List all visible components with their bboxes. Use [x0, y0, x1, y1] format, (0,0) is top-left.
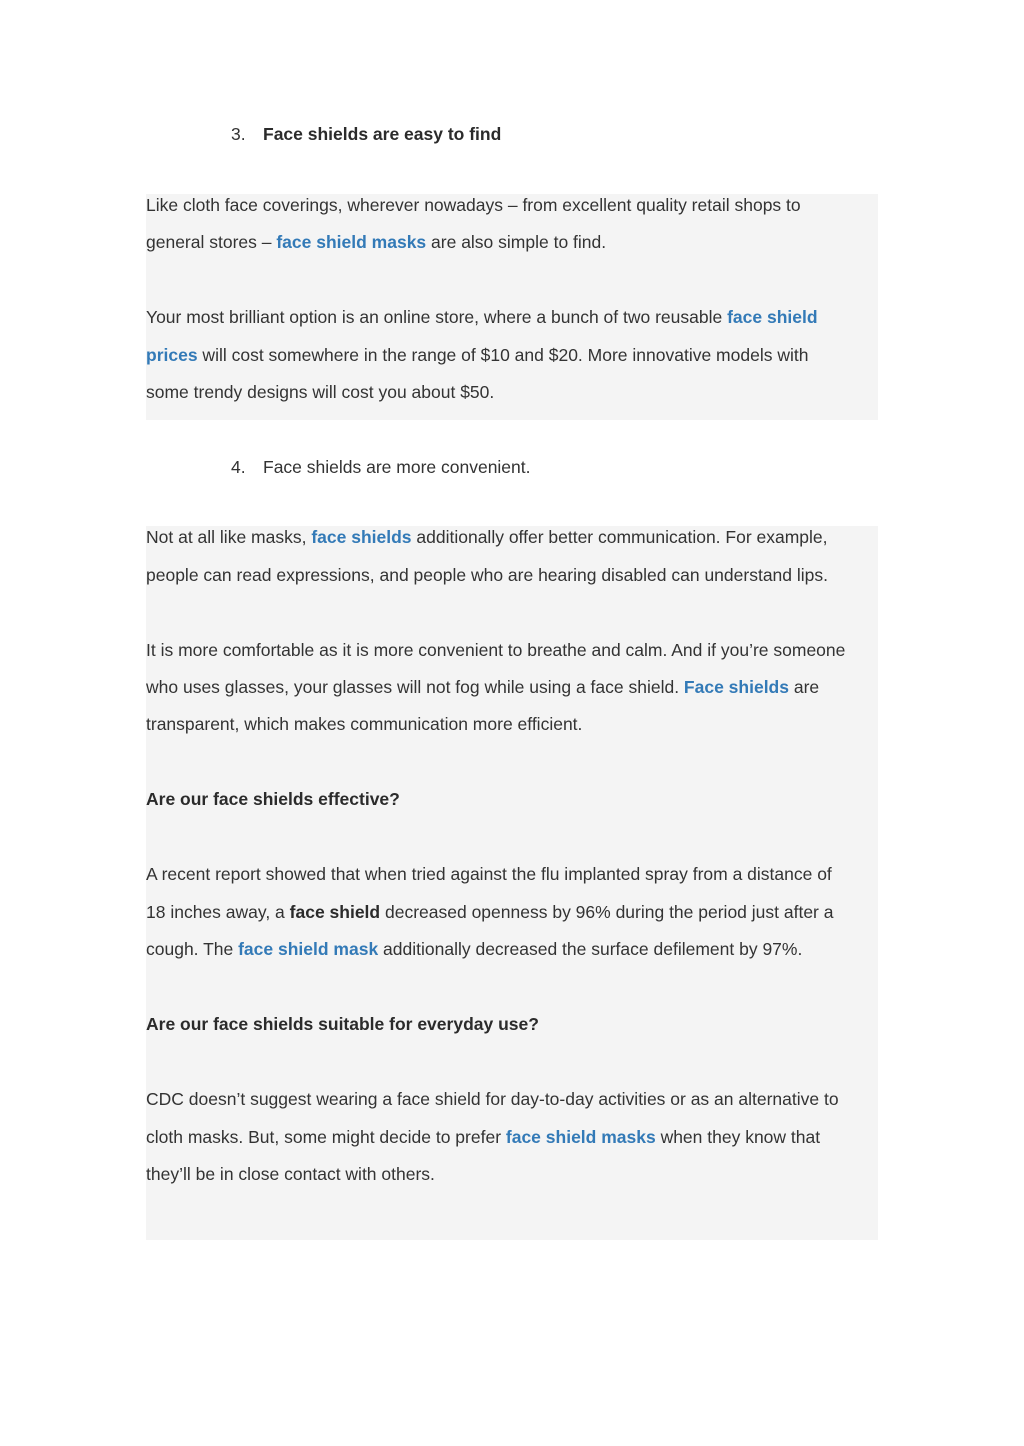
list-number-4: 4.: [231, 457, 246, 477]
paragraph-line: general stores – face shield masks are also simple to find.: [146, 232, 607, 252]
subheading-everyday-use: Are our face shields suitable for everyday use?: [146, 1014, 539, 1034]
list-number-3: 3.: [231, 124, 246, 144]
section-heading-more-convenient: Face shields are more convenient.: [263, 457, 531, 477]
paragraph-line: transparent, which makes communication more efficient.: [146, 714, 583, 734]
paragraph-line: Like cloth face coverings, wherever nowadays – from excellent quality retail shops to: [146, 195, 801, 215]
section-heading-easy-to-find: Face shields are easy to find: [263, 124, 502, 144]
paragraph-line: A recent report showed that when tried against the flu implanted spray from a distance of: [146, 864, 832, 884]
face-shield-mask-link[interactable]: face shield mask: [238, 939, 379, 959]
paragraph-line: Not at all like masks, face shields additionally offer better communication. For example,: [146, 527, 828, 547]
paragraph-line: cloth masks. But, some might decide to prefer face shield masks when they know that: [146, 1127, 821, 1147]
face-shield-prices-link[interactable]: face shield: [727, 307, 818, 327]
paragraph-line: they’ll be in close contact with others.: [146, 1164, 435, 1184]
paragraph-line: cough. The face shield mask additionally decreased the surface defilement by 97%.: [146, 939, 803, 959]
face-shield-masks-link-2[interactable]: face shield masks: [505, 1127, 656, 1147]
paragraph-line: some trendy designs will cost you about $50.: [146, 382, 495, 402]
bold-term-face-shield: face shield: [289, 902, 381, 922]
paragraph-line: prices will cost somewhere in the range of $10 and $20. More innovative models with: [146, 345, 809, 365]
subheading-effective: Are our face shields effective?: [146, 789, 400, 809]
face-shield-masks-link[interactable]: face shield masks: [276, 232, 427, 252]
paragraph-line: people can read expressions, and people who are hearing disabled can understand lips.: [146, 565, 828, 585]
paragraph-line: 18 inches away, a face shield decreased openness by 96% during the period just after a: [146, 902, 834, 922]
paragraph-line: CDC doesn’t suggest wearing a face shield for day-to-day activities or as an alternative to: [146, 1089, 839, 1109]
face-shields-link-2[interactable]: Face shields: [683, 677, 789, 697]
paragraph-line: Your most brilliant option is an online store, where a bunch of two reusable face shield: [146, 307, 818, 327]
paragraph-line: who uses glasses, your glasses will not fog while using a face shield. Face shields are: [146, 677, 820, 697]
face-shield-prices-link-cont[interactable]: prices: [146, 345, 198, 365]
face-shields-link[interactable]: face shields: [311, 527, 412, 547]
paragraph-line: It is more comfortable as it is more convenient to breathe and calm. And if you’re someone: [146, 640, 846, 660]
